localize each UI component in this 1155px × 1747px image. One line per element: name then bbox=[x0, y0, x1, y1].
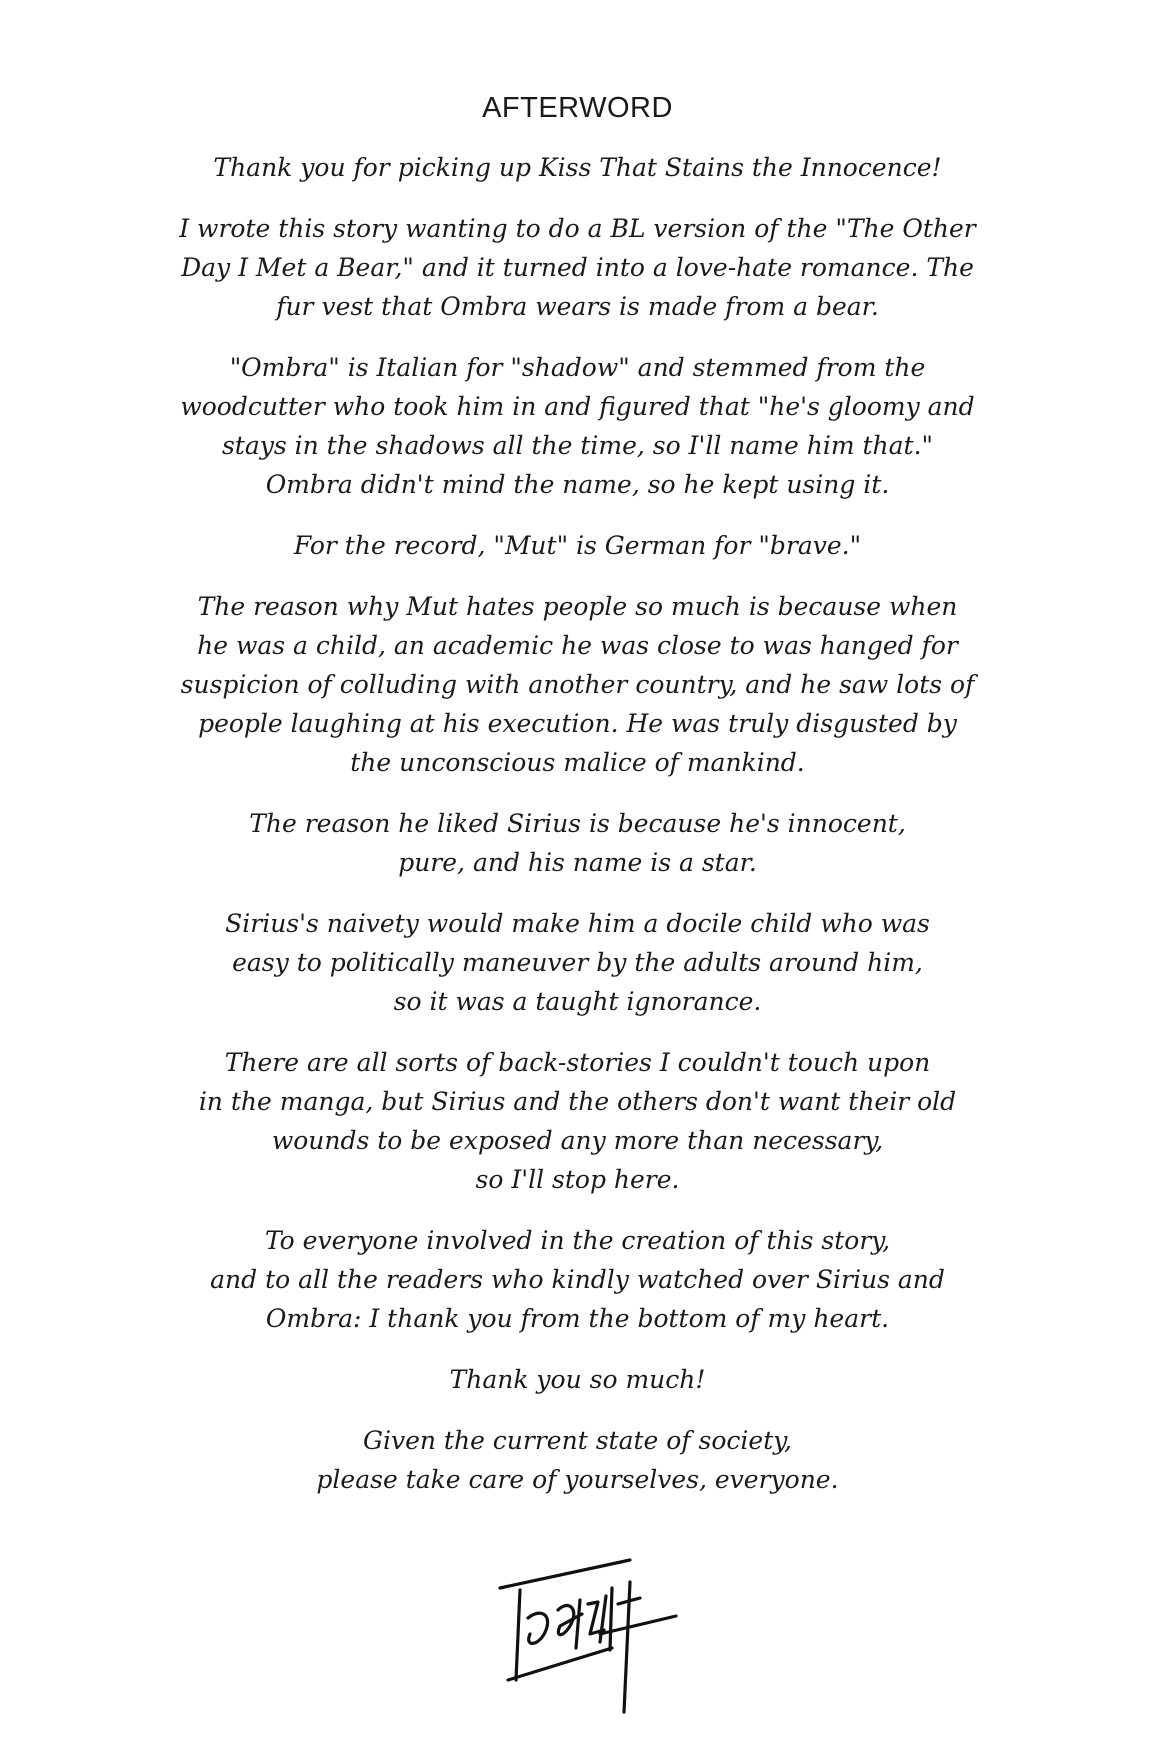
paragraph bbox=[160, 804, 995, 882]
paragraph bbox=[160, 587, 995, 782]
paragraph bbox=[160, 904, 995, 1021]
text-line: To everyone involved in the creation of this story, bbox=[264, 1226, 891, 1255]
text-line: he was a child, an academic he was close to was hanged for bbox=[197, 631, 958, 660]
text-line: Sirius's naivety would make him a docile child who was bbox=[225, 909, 930, 938]
text-line: I wrote this story wanting to do a BL version of the "The Other bbox=[179, 214, 976, 243]
text-line: woodcutter who took him in and figured that "he's gloomy and bbox=[180, 392, 975, 421]
text-line: people laughing at his execution. He was truly disgusted by bbox=[198, 709, 957, 738]
text-line: wounds to be exposed any more than necessary, bbox=[271, 1126, 884, 1155]
text-line: and to all the readers who kindly watched over Sirius and bbox=[210, 1265, 945, 1294]
text-line: stays in the shadows all the time, so I'll name him that." bbox=[221, 431, 934, 460]
page-title: AFTERWORD bbox=[482, 92, 673, 124]
text-line: Day I Met a Bear," and it turned into a love-hate romance. The bbox=[181, 253, 974, 282]
paragraph bbox=[160, 148, 995, 187]
paragraph bbox=[160, 1360, 995, 1399]
text-line: pure, and his name is a star. bbox=[398, 848, 757, 877]
text-line: There are all sorts of back-stories I couldn't touch upon bbox=[224, 1048, 931, 1077]
paragraph bbox=[160, 209, 995, 326]
afterword-body bbox=[160, 148, 995, 1521]
text-line: fur vest that Ombra wears is made from a bear. bbox=[276, 292, 879, 321]
text-line: so it was a taught ignorance. bbox=[393, 987, 762, 1016]
paragraph bbox=[160, 1421, 995, 1499]
paragraph bbox=[160, 348, 995, 504]
paragraph bbox=[160, 526, 995, 565]
text-line: so I'll stop here. bbox=[475, 1165, 680, 1194]
handwritten-signature-icon bbox=[480, 1530, 700, 1720]
text-line: For the record, "Mut" is German for "brave." bbox=[293, 531, 862, 560]
text-line: "Ombra" is Italian for "shadow" and stemmed from the bbox=[229, 353, 926, 382]
paragraph bbox=[160, 1221, 995, 1338]
text-line: Ombra: I thank you from the bottom of my heart. bbox=[265, 1304, 890, 1333]
text-line: the unconscious malice of mankind. bbox=[350, 748, 805, 777]
text-line: easy to politically maneuver by the adults around him, bbox=[232, 948, 923, 977]
text-line: Ombra didn't mind the name, so he kept using it. bbox=[265, 470, 890, 499]
text-line: Given the current state of society, bbox=[362, 1426, 792, 1455]
text-line: Thank you so much! bbox=[449, 1365, 706, 1394]
text-line: in the manga, but Sirius and the others don't want their old bbox=[198, 1087, 957, 1116]
text-line: The reason he liked Sirius is because he's innocent, bbox=[249, 809, 906, 838]
text-line: suspicion of colluding with another country, and he saw lots of bbox=[180, 670, 975, 699]
text-line: Thank you for picking up Kiss That Stains the Innocence! bbox=[213, 153, 942, 182]
text-line: The reason why Mut hates people so much is because when bbox=[197, 592, 958, 621]
text-line: please take care of yourselves, everyone. bbox=[316, 1465, 839, 1494]
paragraph bbox=[160, 1043, 995, 1199]
